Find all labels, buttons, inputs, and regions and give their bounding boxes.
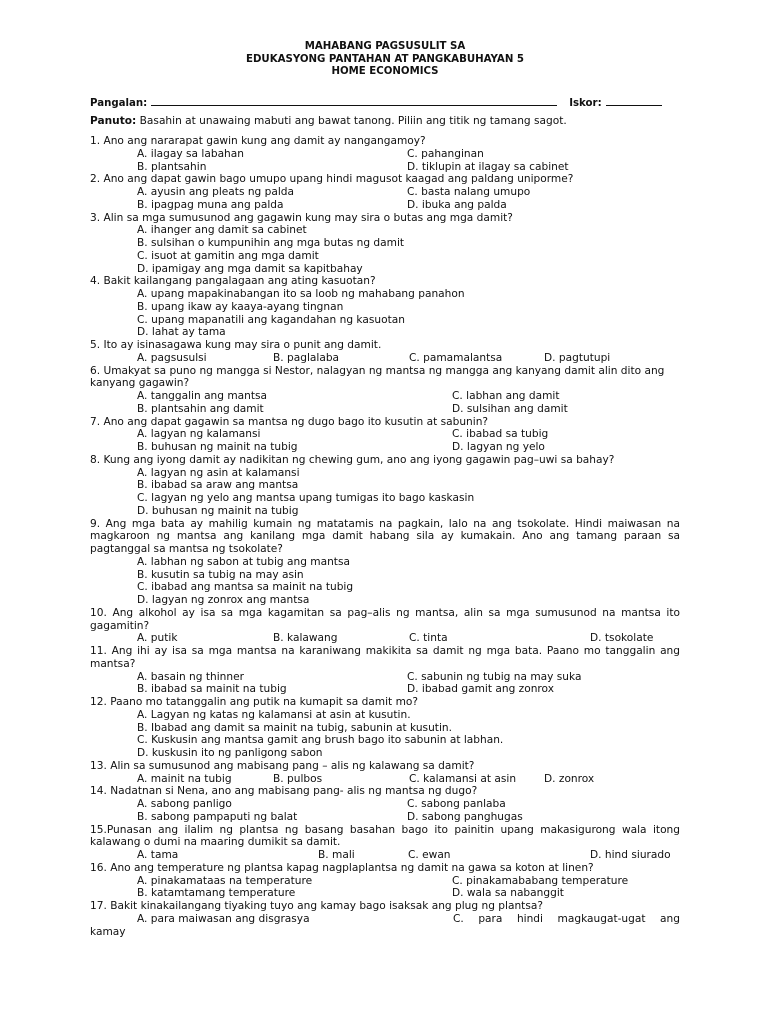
header-title: MAHABANG PAGSUSULIT SA: [304, 41, 466, 52]
option-a[interactable]: A. upang mapakinabangan ito sa loob ng mahabang panahon: [137, 288, 465, 300]
option-b[interactable]: B. Ibabad ang damit sa mainit na tubig, sabunin at kusutin.: [137, 721, 452, 734]
options: [90, 224, 680, 275]
question-text: 5. Ito ay isinasagawa kung may sira o punit ang damit.: [90, 339, 382, 351]
name-field[interactable]: [151, 96, 557, 106]
option-a[interactable]: A. lagyan ng kalamansi: [137, 428, 261, 441]
option-c[interactable]: C. basta nalang umupo: [407, 186, 531, 198]
option-d[interactable]: D. tsokolate: [590, 632, 654, 645]
option-b[interactable]: B. ibabad sa araw ang mantsa: [137, 479, 299, 492]
option-c[interactable]: C. isuot at gamitin ang mga damit: [137, 249, 319, 262]
question-text: 1. Ano ang nararapat gawin kung ang damit ay nangangamoy?: [90, 135, 426, 147]
options: [90, 390, 680, 416]
option-c[interactable]: C. pamamalantsa: [409, 351, 503, 364]
option-b[interactable]: B. ibabad sa mainit na tubig: [137, 683, 287, 696]
option-d[interactable]: D. kuskusin ito ng panligong sabon: [137, 747, 323, 759]
options: [90, 632, 680, 645]
option-b[interactable]: B. plantsahin ang damit: [137, 402, 264, 415]
option-c[interactable]: C. upang mapanatili ang kagandahan ng kasuotan: [137, 313, 405, 326]
option-b[interactable]: B. mali: [318, 849, 355, 861]
option-d[interactable]: D. pagtutupi: [544, 351, 611, 364]
option-c[interactable]: C. ibabad sa tubig: [452, 428, 549, 441]
option-d[interactable]: D. hind siurado: [590, 849, 671, 861]
question-8: [90, 454, 680, 518]
option-c[interactable]: C. para hindi magkaugat-ugat ang: [453, 912, 680, 925]
name-score-row: [90, 96, 680, 111]
option-d[interactable]: D. ipamigay ang mga damit sa kapitbahay: [137, 262, 363, 275]
question-3: [90, 212, 680, 276]
option-d[interactable]: D. zonrox: [544, 772, 595, 785]
option-c[interactable]: C. ewan: [408, 849, 451, 861]
option-d[interactable]: D. lahat ay tama: [137, 326, 226, 339]
options: [90, 773, 680, 786]
option-d[interactable]: D. ibuka ang palda: [407, 198, 507, 211]
option-c[interactable]: C. kalamansi at asin: [409, 772, 517, 785]
question-15: [90, 824, 680, 862]
option-a[interactable]: A. lagyan ng asin at kalamansi: [137, 466, 300, 479]
option-c[interactable]: C. lagyan ng yelo ang mantsa upang tumigas ito bago kaskasin: [137, 492, 475, 504]
question-text: 11. Ang ihi ay isa sa mga mantsa na karaniwang makikita sa damit ng mga bata. Paano mo tanggalin ang mantsa?: [90, 645, 680, 670]
option-c[interactable]: C. tinta: [409, 632, 448, 645]
option-a[interactable]: A. mainit na tubig: [137, 772, 232, 785]
option-c[interactable]: C. ibabad ang mantsa sa mainit na tubig: [137, 581, 354, 594]
question-4: [90, 275, 680, 339]
options: [90, 352, 680, 365]
option-a[interactable]: A. ilagay sa labahan: [137, 147, 244, 160]
question-text: 8. Kung ang iyong damit ay nadikitan ng chewing gum, ano ang iyong gagawin pag–uwi sa bahay?: [90, 453, 615, 466]
question-16: [90, 862, 680, 900]
option-a[interactable]: A. pagsusulsi: [137, 351, 207, 364]
score-field[interactable]: [606, 96, 662, 106]
question-13: [90, 760, 680, 786]
option-c[interactable]: C. sabong panlaba: [407, 798, 506, 810]
question-text: 17. Bakit kinakailangang tiyaking tuyo ang kamay bago isaksak ang plug ng plantsa?: [90, 900, 543, 912]
instructions-label: Panuto:: [90, 115, 137, 128]
option-b[interactable]: B. paglalaba: [273, 351, 340, 364]
option-a[interactable]: A. tanggalin ang mantsa: [137, 390, 268, 402]
header-subject: EDUKASYONG PANTAHAN AT PANGKABUHAYAN 5: [246, 53, 524, 65]
option-a[interactable]: A. tama: [137, 849, 179, 861]
question-text: 14. Nadatnan si Nena, ano ang mabisang pang- alis ng mantsa ng dugo?: [90, 785, 478, 798]
header-subtitle: HOME ECONOMICS: [331, 66, 439, 77]
option-d[interactable]: D. sabong panghugas: [407, 810, 523, 823]
option-b[interactable]: B. kalawang: [273, 632, 338, 645]
options: [90, 913, 680, 926]
option-a[interactable]: A. sabong panligo: [137, 798, 232, 810]
instructions: [90, 115, 680, 128]
options: [90, 875, 680, 901]
question-text: 3. Alin sa mga sumusunod ang gagawin kung may sira o butas ang mga damit?: [90, 211, 513, 224]
question-text: 13. Alin sa sumusunod ang mabisang pang – alis ng kalawang sa damit?: [90, 759, 475, 772]
question-text: 10. Ang alkohol ay isa sa mga kagamitan sa pag–alis ng mantsa, alin sa mga sumusunod na mantsa ito gagamitin?: [90, 606, 680, 632]
option-c[interactable]: C. Kuskusin ang mantsa gamit ang brush bago ito sabunin at labhan.: [137, 734, 504, 747]
option-c[interactable]: C. labhan ang damit: [452, 390, 560, 402]
question-12: [90, 696, 680, 760]
option-a[interactable]: A. putik: [137, 632, 178, 645]
option-c[interactable]: C. pinakamababang temperature: [452, 874, 629, 887]
question-text: 9. Ang mga bata ay mahilig kumain ng matatamis na pagkain, lalo na ang tsokolate. Hindi maiwasan na magkaroon ng mantsa ang kanilang mga damit habang sila ay kumakain. Ano ang tamang paraan sa pagtanggal sa mantsa ng tsokolate?: [90, 517, 680, 555]
question-6: [90, 365, 680, 416]
option-b[interactable]: B. katamtamang temperature: [137, 887, 296, 900]
question-17: [90, 900, 680, 938]
option-b[interactable]: B. upang ikaw ay kaaya-ayang tingnan: [137, 300, 344, 313]
option-a[interactable]: A. ihanger ang damit sa cabinet: [137, 224, 307, 237]
option-d[interactable]: D. lagyan ng yelo: [452, 441, 545, 453]
question-11: [90, 645, 680, 696]
option-b[interactable]: B. pulbos: [273, 772, 323, 785]
question-5: [90, 339, 680, 365]
options: [90, 849, 680, 862]
question-10: [90, 607, 680, 645]
option-b[interactable]: B. buhusan ng mainit na tubig: [137, 441, 298, 453]
option-d[interactable]: D. wala sa nabanggit: [452, 887, 564, 900]
option-b[interactable]: B. ipagpag muna ang palda: [137, 198, 284, 211]
option-d[interactable]: D. tiklupin at ilagay sa cabinet: [407, 160, 569, 173]
exam-header: [90, 41, 680, 79]
option-c[interactable]: C. pahanginan: [407, 147, 484, 160]
option-a[interactable]: A. para maiwasan ang disgrasya: [137, 912, 310, 925]
question-text: 12. Paano mo tatanggalin ang putik na kumapit sa damit mo?: [90, 696, 418, 708]
question-text: 16. Ano ang temperature ng plantsa kapag nagplaplantsa ng damit na gawa sa koton at linen?: [90, 861, 594, 874]
question-text: 4. Bakit kailangang pangalagaan ang ating kasuotan?: [90, 275, 376, 288]
question-text: 2. Ano ang dapat gawin bago umupo upang hindi magusot kaagad ang paldang uniporme?: [90, 173, 574, 186]
question-text: 6. Umakyat sa puno ng mangga si Nestor, nalagyan ng mantsa ng mangga ang kanyang damit alin dito ang kanyang gagawin?: [90, 364, 665, 390]
option-d[interactable]: D. lagyan ng zonrox ang mantsa: [137, 594, 310, 606]
options: [90, 467, 680, 518]
options: [90, 671, 680, 697]
score-label: Iskor:: [569, 97, 602, 109]
question-text: 7. Ano ang dapat gagawin sa mantsa ng dugo bago ito kusutin at sabunin?: [90, 415, 489, 428]
option-b[interactable]: B. sabong pampaputi ng balat: [137, 810, 298, 823]
question-list: [90, 135, 680, 938]
instructions-text: Basahin at unawaing mabuti ang bawat tanong. Piliin ang titik ng tamang sagot.: [136, 115, 567, 128]
question-9: [90, 518, 680, 607]
options: [90, 798, 680, 824]
option-a[interactable]: A. basain ng thinner: [137, 670, 244, 683]
option-d[interactable]: D. buhusan ng mainit na tubig: [137, 504, 299, 517]
option-d[interactable]: D. ibabad gamit ang zonrox: [407, 683, 554, 696]
question-2: [90, 173, 680, 211]
option-b[interactable]: B. plantsahin: [137, 160, 207, 173]
option-a[interactable]: A. Lagyan ng katas ng kalamansi at asin at kusutin.: [137, 708, 411, 721]
question-14: [90, 785, 680, 823]
options: [90, 186, 680, 212]
option-c-continuation: kamay: [90, 925, 126, 938]
options: [90, 556, 680, 607]
option-a[interactable]: A. pinakamataas na temperature: [137, 874, 313, 887]
option-b[interactable]: B. kusutin sa tubig na may asin: [137, 568, 304, 581]
options: [90, 709, 680, 760]
name-label: Pangalan:: [90, 97, 148, 109]
question-1: [90, 135, 680, 173]
option-a[interactable]: A. labhan ng sabon at tubig ang mantsa: [137, 555, 350, 568]
question-text: 15.Punasan ang ilalim ng plantsa ng basang basahan bago ito painitin upang makasigurong wala itong kalawang o dumi na maaring dumikit sa damit.: [90, 823, 680, 849]
option-b[interactable]: B. sulsihan o kumpunihin ang mga butas ng damit: [137, 237, 405, 249]
options: [90, 288, 680, 339]
options: [90, 428, 680, 454]
options: [90, 148, 680, 174]
question-7: [90, 416, 680, 454]
option-d[interactable]: D. sulsihan ang damit: [452, 402, 568, 415]
option-a[interactable]: A. ayusin ang pleats ng palda: [137, 186, 295, 198]
option-c[interactable]: C. sabunin ng tubig na may suka: [407, 670, 582, 683]
